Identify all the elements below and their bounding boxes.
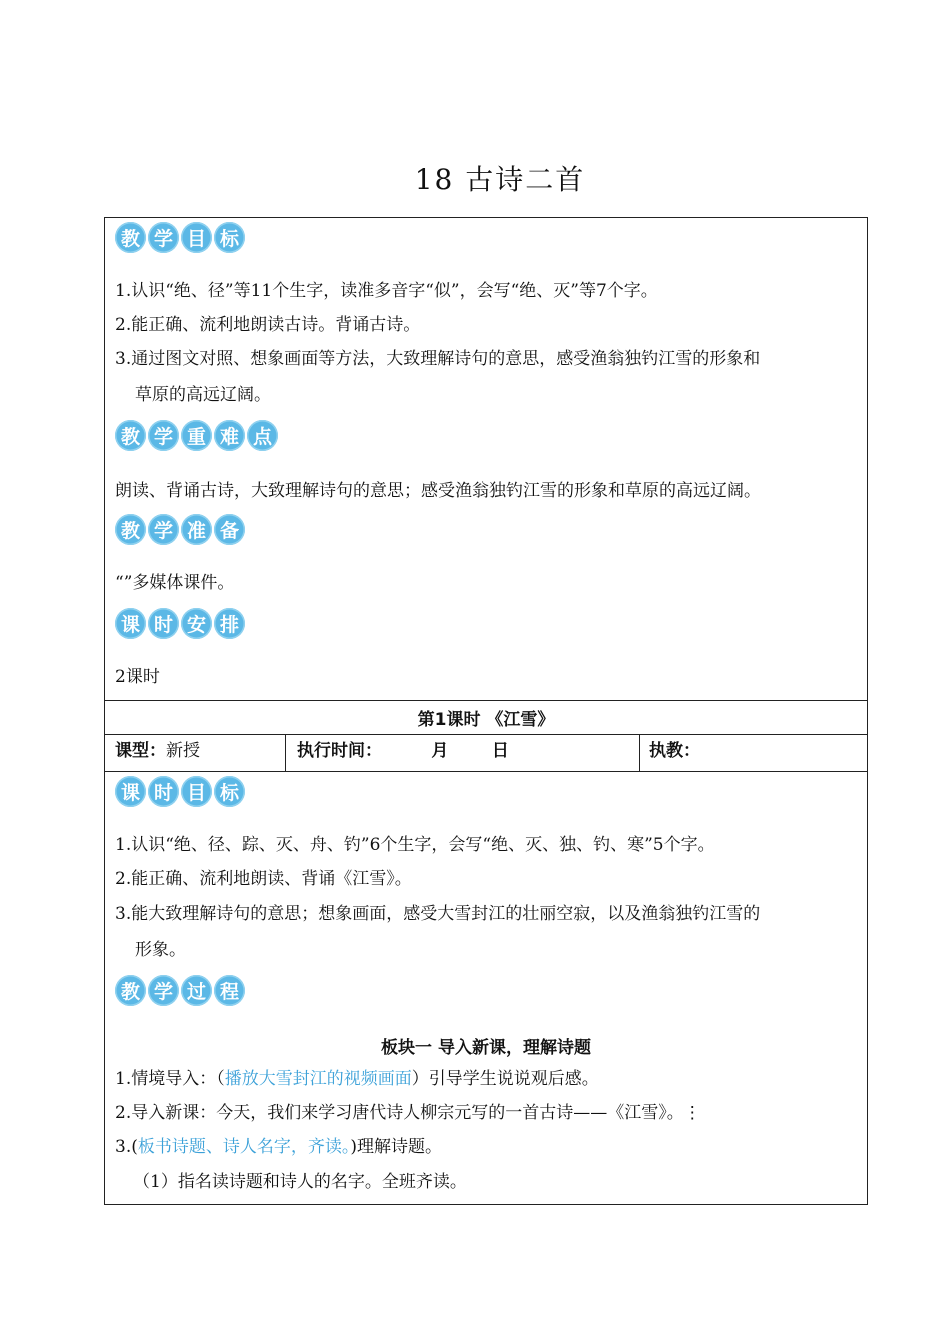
cell-divider bbox=[285, 734, 286, 771]
badge-char: 学 bbox=[148, 420, 179, 451]
block-title: 板块一 导入新课，理解诗题 bbox=[381, 1038, 591, 1058]
badge-char: 课 bbox=[115, 608, 146, 639]
badge-preparation bbox=[115, 514, 245, 545]
step-3 bbox=[115, 1136, 442, 1158]
lesson-type bbox=[115, 740, 200, 762]
month-label: 月 bbox=[431, 741, 449, 761]
badge-char: 教 bbox=[115, 975, 146, 1006]
badge-char: 时 bbox=[148, 776, 179, 807]
badge-char: 学 bbox=[148, 222, 179, 253]
step-3-suffix: )理解诗题。 bbox=[350, 1137, 442, 1157]
teacher bbox=[649, 740, 700, 762]
teacher-label: 执教： bbox=[649, 741, 700, 761]
badge-char: 学 bbox=[148, 514, 179, 545]
step-1-prefix: 1.情境导入：（ bbox=[115, 1069, 225, 1089]
badge-key-points bbox=[115, 420, 278, 451]
badge-teaching-goals bbox=[115, 222, 245, 253]
badge-char: 学 bbox=[148, 975, 179, 1006]
lesson-plan-table bbox=[104, 217, 868, 1205]
badge-schedule bbox=[115, 608, 245, 639]
goal-line-3-cont: 草原的高远辽阔。 bbox=[135, 385, 271, 405]
badge-lesson-goals bbox=[115, 776, 245, 807]
divider bbox=[105, 700, 867, 701]
lesson-goal-3-cont: 形象。 bbox=[135, 940, 186, 960]
lesson-goal-3: 3.能大致理解诗句的意思；想象画面，感受大雪封江的壮丽空寂，以及渔翁独钓江雪的 bbox=[115, 904, 761, 924]
step-1 bbox=[115, 1068, 599, 1090]
badge-char: 难 bbox=[214, 420, 245, 451]
day-label: 日 bbox=[491, 741, 509, 761]
divider bbox=[105, 771, 867, 772]
key-points-text: 朗读、背诵古诗，大致理解诗句的意思；感受渔翁独钓江雪的形象和草原的高远辽阔。 bbox=[115, 481, 761, 501]
badge-char: 点 bbox=[247, 420, 278, 451]
badge-char: 安 bbox=[181, 608, 212, 639]
execution-time-label: 执行时间： bbox=[297, 741, 382, 761]
badge-char: 目 bbox=[181, 222, 212, 253]
badge-char: 目 bbox=[181, 776, 212, 807]
step-3-prefix: 3.( bbox=[115, 1137, 138, 1157]
step-2: 2.导入新课：今天，我们来学习唐代诗人柳宗元写的一首古诗——《江雪》。⋮ bbox=[115, 1103, 701, 1123]
badge-char: 时 bbox=[148, 608, 179, 639]
preparation-text: “”多媒体课件。 bbox=[115, 573, 235, 593]
lesson-goal-1: 1.认识“绝、径、踪、灭、舟、钓”6个生字，会写“绝、灭、独、钓、寒”5个字。 bbox=[115, 835, 715, 855]
badge-char: 准 bbox=[181, 514, 212, 545]
lesson-type-value: 新授 bbox=[166, 741, 200, 761]
step-1-suffix: ）引导学生说说观后感。 bbox=[411, 1069, 599, 1089]
schedule-text: 2课时 bbox=[115, 667, 160, 687]
execution-time bbox=[297, 740, 509, 762]
goal-line-1: 1.认识“绝、径”等11个生字，读准多音字“似”，会写“绝、灭”等7个字。 bbox=[115, 281, 658, 301]
cell-divider bbox=[639, 734, 640, 771]
badge-char: 过 bbox=[181, 975, 212, 1006]
lesson-type-label: 课型： bbox=[115, 741, 166, 761]
badge-teaching-process bbox=[115, 975, 245, 1006]
step-1-highlight: 播放大雪封江的视频画面 bbox=[224, 1069, 412, 1089]
page-title: 18 古诗二首 bbox=[414, 163, 586, 196]
badge-char: 标 bbox=[214, 222, 245, 253]
goal-line-3: 3.通过图文对照、想象画面等方法，大致理解诗句的意思，感受渔翁独钓江雪的形象和 bbox=[115, 349, 761, 369]
badge-char: 排 bbox=[214, 608, 245, 639]
divider bbox=[105, 734, 867, 735]
badge-char: 备 bbox=[214, 514, 245, 545]
badge-char: 教 bbox=[115, 222, 146, 253]
badge-char: 教 bbox=[115, 420, 146, 451]
goal-line-2: 2.能正确、流利地朗读古诗。背诵古诗。 bbox=[115, 315, 421, 335]
badge-char: 标 bbox=[214, 776, 245, 807]
badge-char: 教 bbox=[115, 514, 146, 545]
badge-char: 程 bbox=[214, 975, 245, 1006]
lesson-header: 第1课时 《江雪》 bbox=[417, 710, 555, 730]
step-3-sub-1: （1）指名读诗题和诗人的名字。全班齐读。 bbox=[133, 1172, 467, 1192]
badge-char: 课 bbox=[115, 776, 146, 807]
badge-char: 重 bbox=[181, 420, 212, 451]
step-3-highlight: 板书诗题、诗人名字，齐读。 bbox=[137, 1137, 351, 1157]
lesson-goal-2: 2.能正确、流利地朗读、背诵《江雪》。 bbox=[115, 869, 412, 889]
